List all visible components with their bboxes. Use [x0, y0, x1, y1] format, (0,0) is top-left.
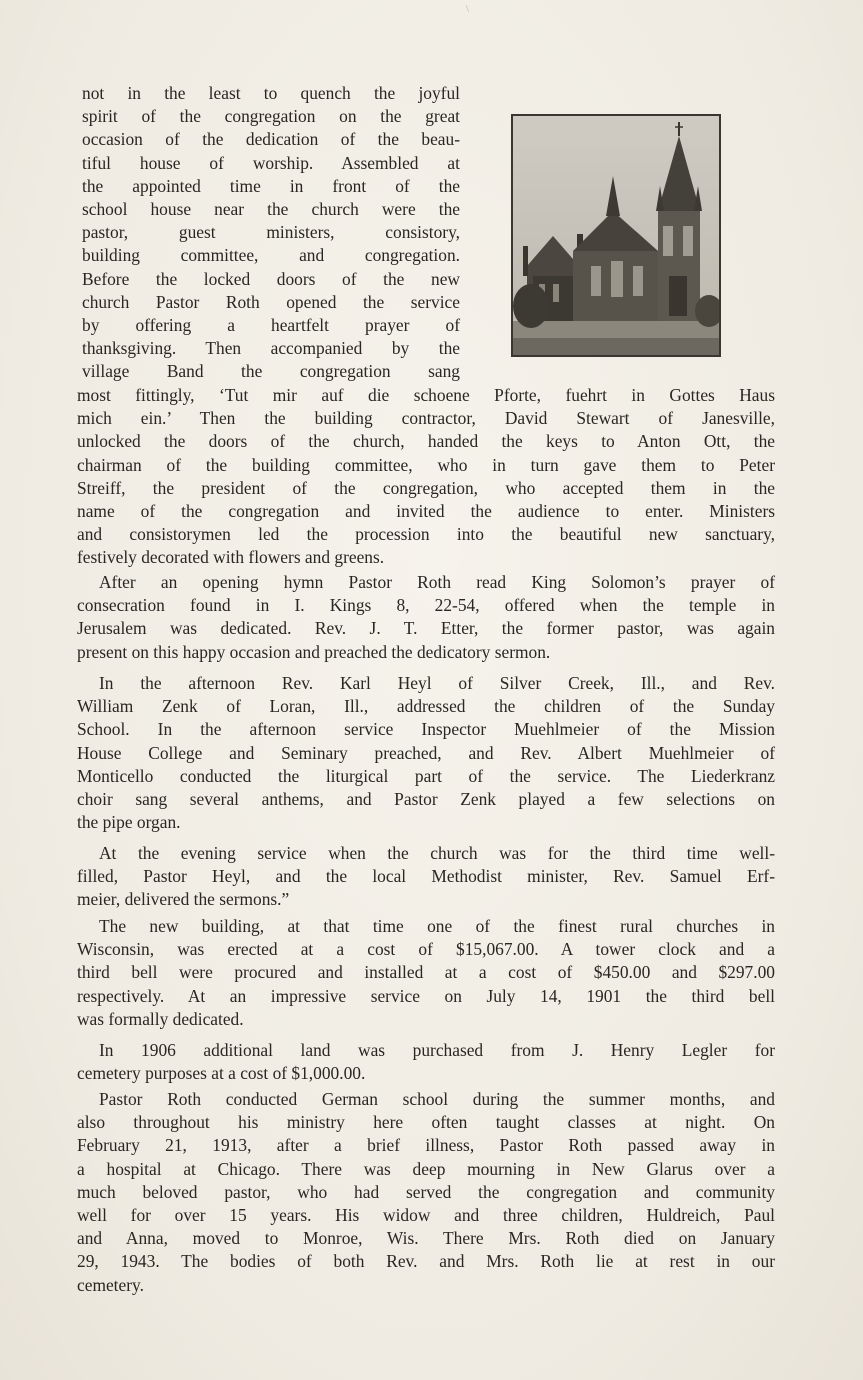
top-mark: \ — [466, 4, 469, 15]
text-line: village Band the congregation sang — [82, 361, 460, 382]
intro-text-column — [82, 82, 460, 384]
paragraph-4 — [77, 842, 775, 912]
text-line: school house near the church were the — [82, 199, 460, 220]
text-line: Monticello conducted the liturgical part of the service. The Liederkranz — [77, 765, 775, 786]
text-line: filled, Pastor Heyl, and the local Methodist minister, Rev. Samuel Erf- — [77, 866, 775, 887]
text-line: spirit of the congregation on the great — [82, 106, 460, 127]
text-line: pastor, guest ministers, consistory, — [82, 222, 460, 243]
text-line: Pastor Roth conducted German school during the summer months, and — [99, 1089, 775, 1109]
text-line: present on this happy occasion and preached the dedicatory sermon. — [77, 641, 551, 662]
text-line: meier, delivered the sermons.” — [77, 889, 290, 910]
church-image — [513, 116, 719, 355]
paragraph-5 — [77, 915, 775, 1031]
church-photograph — [511, 114, 721, 357]
paragraph-3 — [77, 672, 775, 834]
text-line: In the afternoon Rev. Karl Heyl of Silver Creek, Ill., and Rev. — [99, 673, 775, 693]
text-line: mich ein.’ Then the building contractor, David Stewart of Janesville, — [77, 408, 775, 429]
text-line: After an opening hymn Pastor Roth read King Solomon’s prayer of — [99, 572, 775, 592]
text-line: choir sang several anthems, and Pastor Zenk played a few selections on — [77, 789, 775, 810]
text-line: tiful house of worship. Assembled at — [82, 152, 460, 173]
text-line: not in the least to quench the joyful — [82, 83, 460, 103]
text-line: thanksgiving. Then accompanied by the — [82, 338, 460, 359]
text-line: name of the congregation and invited the audience to enter. Ministers — [77, 501, 775, 522]
text-line: Streiff, the president of the congregation, who accepted them in the — [77, 477, 775, 498]
text-line: occasion of the dedication of the beau- — [82, 129, 460, 150]
text-line: School. In the afternoon service Inspector Muehlmeier of the Mission — [77, 719, 775, 740]
text-line: third bell were procured and installed at a cost of $450.00 and $297.00 — [77, 962, 775, 983]
paragraph-2 — [77, 571, 775, 664]
text-line: unlocked the doors of the church, handed the keys to Anton Ott, the — [77, 431, 775, 452]
paragraph-7 — [77, 1088, 775, 1297]
text-line: consecration found in I. Kings 8, 22-54, offered when the temple in — [77, 595, 775, 616]
text-line: William Zenk of Loran, Ill., addressed the children of the Sunday — [77, 696, 775, 717]
text-line: by offering a heartfelt prayer of — [82, 315, 460, 336]
text-line: well for over 15 years. His widow and three children, Huldreich, Paul — [77, 1205, 775, 1226]
text-line: Jerusalem was dedicated. Rev. J. T. Etter, the former pastor, was again — [77, 618, 775, 639]
text-line: House College and Seminary preached, and Rev. Albert Muehlmeier of — [77, 742, 775, 763]
text-line: cemetery. — [77, 1274, 144, 1295]
text-line: chairman of the building committee, who in turn gave them to Peter — [77, 454, 775, 475]
text-line: respectively. At an impressive service on July 14, 1901 the third bell — [77, 985, 775, 1006]
text-line: In 1906 additional land was purchased from J. Henry Legler for — [99, 1040, 775, 1060]
text-line: building committee, and congregation. — [82, 245, 460, 266]
text-line: cemetery purposes at a cost of $1,000.00. — [77, 1063, 366, 1084]
text-line: 29, 1943. The bodies of both Rev. and Mrs. Roth lie at rest in our — [77, 1251, 775, 1272]
text-line: most fittingly, ‘Tut mir auf die schoene Pforte, fuehrt in Gottes Haus — [77, 385, 775, 405]
paragraph-6 — [77, 1039, 775, 1085]
text-line: much beloved pastor, who had served the congregation and community — [77, 1181, 775, 1202]
text-line: also throughout his ministry here often taught classes at night. On — [77, 1112, 775, 1133]
paragraph-1-continued — [77, 384, 775, 570]
text-line: and consistorymen led the procession into the beautiful new sanctuary, — [77, 524, 775, 545]
text-line: At the evening service when the church was for the third time well- — [99, 843, 775, 863]
text-line: a hospital at Chicago. There was deep mourning in New Glarus over a — [77, 1158, 775, 1179]
text-line: Wisconsin, was erected at a cost of $15,067.00. A tower clock and a — [77, 939, 775, 960]
text-line: the pipe organ. — [77, 812, 181, 833]
text-line: Before the locked doors of the new — [82, 268, 460, 289]
text-line: February 21, 1913, after a brief illness, Pastor Roth passed away in — [77, 1135, 775, 1156]
text-line: The new building, at that time one of the finest rural churches in — [99, 916, 775, 936]
text-line: festively decorated with flowers and greens. — [77, 547, 385, 568]
text-line: was formally dedicated. — [77, 1008, 244, 1029]
text-line: and Anna, moved to Monroe, Wis. There Mrs. Roth died on January — [77, 1228, 775, 1249]
text-line: the appointed time in front of the — [82, 175, 460, 196]
text-line: church Pastor Roth opened the service — [82, 291, 460, 312]
